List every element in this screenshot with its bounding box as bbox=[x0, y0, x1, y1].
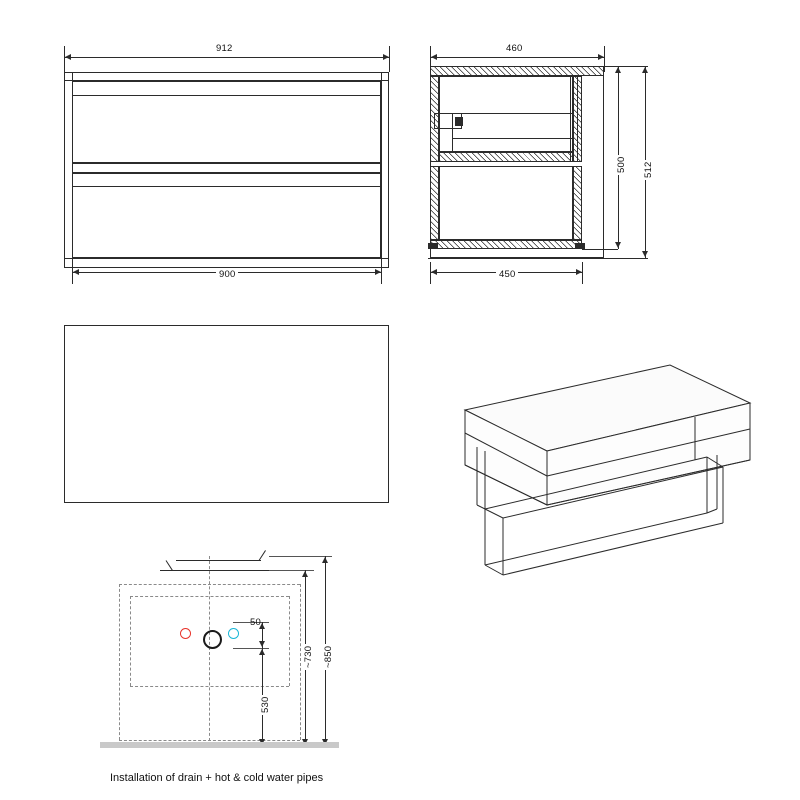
side-lower-cavity bbox=[439, 166, 573, 240]
side-lower-bottom-hatch bbox=[430, 240, 582, 249]
plumbing-dim-850-label: ~850 bbox=[323, 645, 334, 668]
isometric-view bbox=[455, 355, 755, 590]
side-upper-bottom-hatch bbox=[439, 152, 573, 162]
plumbing-dim-530-label: 530 bbox=[260, 696, 271, 713]
plumbing-dim-50-label: 50 bbox=[250, 617, 261, 628]
plumbing-caption: Installation of drain + hot & cold water pipes bbox=[110, 772, 324, 784]
drain-outlet bbox=[203, 630, 222, 649]
side-dim-top-label: 460 bbox=[506, 43, 523, 54]
plumbing-dim-730-label: ~730 bbox=[303, 645, 314, 668]
front-frame bbox=[64, 72, 389, 268]
top-view-outline bbox=[64, 325, 389, 503]
floor-line bbox=[100, 742, 339, 748]
hot-water-pipe bbox=[180, 628, 191, 639]
side-lower-left-hatch bbox=[430, 166, 439, 240]
side-faucet-fill bbox=[455, 117, 463, 126]
side-top-hatch bbox=[430, 66, 604, 76]
side-foot-left bbox=[428, 243, 438, 249]
front-dim-bottom-label: 900 bbox=[216, 269, 238, 280]
front-dim-top-label: 912 bbox=[216, 43, 233, 54]
side-dim-500-label: 500 bbox=[616, 156, 627, 173]
cold-water-pipe bbox=[228, 628, 239, 639]
side-lower-right-hatch bbox=[573, 166, 582, 240]
side-drawer-box bbox=[452, 113, 573, 153]
side-dim-512-label: 512 bbox=[643, 161, 654, 178]
side-dim-bottom-label: 450 bbox=[496, 269, 518, 280]
